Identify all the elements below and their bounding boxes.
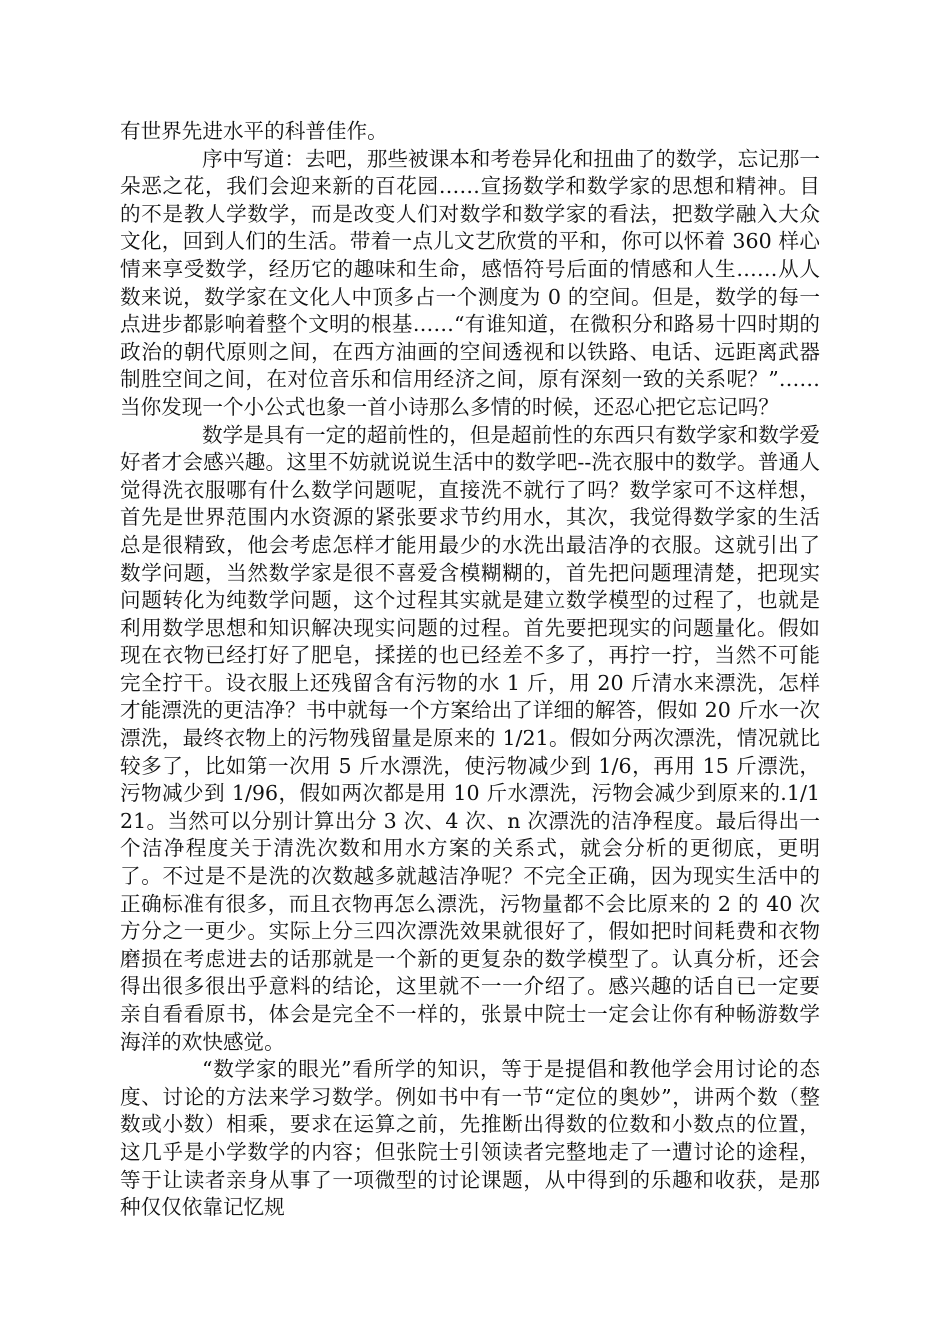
paragraph-preface-quote: 序中写道：去吧，那些被课本和考卷异化和扭曲了的数学，忘记那一朵恶之花，我们会迎来新的百花园……宣扬数学和数学家的思想和精神。目的不是教人学数学，而是改变人们对数学和数学家的看法，把数学融入大众文化，回到人们的生活。带着一点儿文艺欣赏的平和，你可以怀着 360 样心情来享受数学，经历它的趣味和生命，感悟符号后面的情感和人生……从人数来说，数学家在文化人中顶多占一个测度为 0 的空间。但是，数学的每一点进步都影响着整个文明的根基……“有谁知道，在微积分和路易十四时期的政治的朝代原则之间，在西方油画的空间透视和以铁路、电话、远距离武器制胜空间之间，在对位音乐和信用经济之间，原有深刻一致的关系呢？”……当你发现一个小公式也象一首小诗那么多情的时候，还忍心把它忘记吗？ [120, 146, 820, 419]
paragraph-laundry-math: 数学是具有一定的超前性的，但是超前性的东西只有数学家和数学爱好者才会感兴趣。这里不妨就说说生活中的数学吧--洗衣服中的数学。普通人觉得洗衣服哪有什么数学问题呢，直接洗不就行了吗？数学家可不这样想，首先是世界范围内水资源的紧张要求节约用水，其次，我觉得数学家的生活总是很精致，他会考虑怎样才能用最少的水洗出最洁净的衣服。这就引出了数学问题，当然数学家是很不喜爱含模糊糊的，首先把问题理清楚，把现实问题转化为纯数学问题，这个过程其实就是建立数学模型的过程了，也就是利用数学思想和知识解决现实问题的过程。首先要把现实的问题量化。假如现在衣物已经打好了肥皂，揉搓的也已经差不多了，再拧一拧，当然不可能完全拧干。设衣服上还残留含有污物的水 1 斤，用 20 斤清水来漂洗，怎样才能漂洗的更洁净？书中就每一个方案给出了详细的解答，假如 20 斤水一次漂洗，最终衣物上的污物残留量是原来的 1/21。假如分两次漂洗，情况就比较多了，比如第一次用 5 斤水漂洗，使污物减少到 1/6，再用 15 斤漂洗，污物减少到 1/96，假如两次都是用 10 斤水漂洗，污物会减少到原来的.1/121。当然可以分别计算出分 3 次、4 次、n 次漂洗的洁净程度。最后得出一个洁净程度关于清洗次数和用水方案的关系式，就会分析的更彻底，更明了。不过是不是洗的次数越多就越洁净呢？不完全正确，因为现实生活中的正确标准有很多，而且衣物再怎么漂洗，污物量都不会比原来的 2 的 40 次方分之一更少。实际上分三四次漂洗效果就很好了，假如把时间耗费和衣物磨损在考虑进去的话那就是一个新的更复杂的数学模型了。认真分析，还会得出很多很出乎意料的结论，这里就不一一介绍了。感兴趣的话自已一定要亲自看看原书，体会是完全不一样的，张景中院士一定会让你有种畅游数学海洋的欢快感觉。 [120, 422, 820, 1054]
body-text [120, 118, 820, 1222]
paragraph-mathematician-view: “数学家的眼光”看所学的知识，等于是提倡和教他学会用讨论的态度、讨论的方法来学习数学。例如书中有一节“定位的奥妙”，讲两个数（整数或小数）相乘，要求在运算之前，先推断出得数的位数和小数点的位置，这几乎是小学数学的内容；但张院士引领读者完整地走了一遭讨论的途程，等于让读者亲身从事了一项微型的讨论课题，从中得到的乐趣和收获，是那种仅仅依靠记忆规 [120, 1057, 820, 1220]
paragraph-continuation: 有世界先进水平的科普佳作。 [120, 119, 388, 143]
